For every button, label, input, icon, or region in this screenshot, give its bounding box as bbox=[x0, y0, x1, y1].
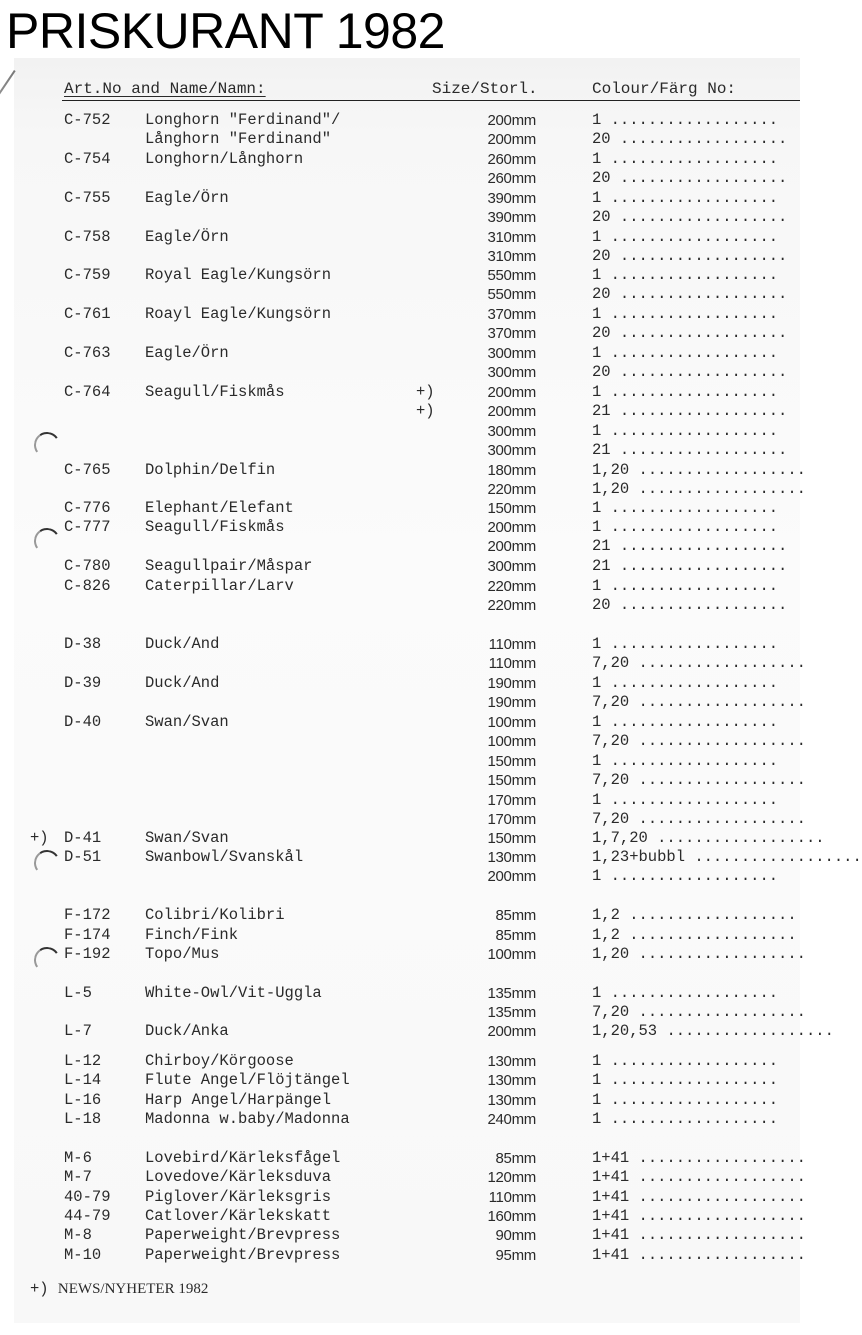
colour-entry bbox=[592, 945, 806, 964]
colour-number: 7,20 bbox=[592, 693, 630, 712]
article-number: D-40 bbox=[64, 713, 102, 731]
colour-entry bbox=[592, 422, 800, 441]
size-value: 130mm bbox=[487, 1053, 536, 1070]
price-leader-dots: .................. bbox=[610, 713, 779, 731]
colour-number: 1+41 bbox=[592, 1168, 630, 1186]
colour-entry bbox=[592, 829, 825, 848]
colour-entry bbox=[592, 363, 800, 382]
article-name: Piglover/Kärleksgris bbox=[145, 1188, 332, 1206]
colour-entry bbox=[592, 1022, 834, 1041]
colour-entry bbox=[592, 150, 800, 169]
column-header-size: Size/Storl. bbox=[432, 80, 538, 98]
price-leader-dots: .................. bbox=[638, 1168, 806, 1186]
size-value: 300mm bbox=[487, 558, 536, 575]
colour-entry bbox=[592, 1246, 806, 1265]
colour-entry bbox=[592, 635, 800, 654]
price-leader-dots: .................. bbox=[610, 790, 779, 809]
colour-number: 1 bbox=[592, 1071, 602, 1089]
colour-number: 1 bbox=[592, 383, 602, 401]
article-name: Catlover/Kärlekskatt bbox=[145, 1207, 332, 1225]
colour-number: 1 bbox=[592, 189, 602, 207]
size-value: 300mm bbox=[487, 364, 536, 382]
price-leader-dots: .................. bbox=[619, 285, 788, 304]
article-number: C-758 bbox=[64, 228, 111, 246]
size-value: 150mm bbox=[487, 752, 536, 770]
article-name: Eagle/Örn bbox=[145, 228, 229, 246]
price-leader-dots: .................. bbox=[619, 247, 788, 266]
article-name: Roayl Eagle/Kungsörn bbox=[145, 305, 332, 323]
colour-number: 1 bbox=[592, 713, 602, 731]
colour-number: 1,2 bbox=[592, 926, 620, 944]
price-leader-dots: .................. bbox=[619, 402, 788, 421]
article-number: M-8 bbox=[64, 1226, 92, 1244]
article-name: Finch/Fink bbox=[145, 926, 239, 944]
price-leader-dots: .................. bbox=[610, 266, 779, 284]
colour-number: 1+41 bbox=[592, 1207, 630, 1225]
size-value: 135mm bbox=[487, 1004, 536, 1022]
colour-number: 7,20 bbox=[592, 771, 630, 790]
article-number: 40-79 bbox=[64, 1188, 111, 1206]
colour-entry bbox=[592, 324, 800, 343]
article-number: C-761 bbox=[64, 305, 111, 323]
article-name: Topo/Mus bbox=[145, 945, 220, 963]
size-value: 200mm bbox=[487, 538, 536, 556]
colour-entry bbox=[592, 208, 800, 227]
colour-entry bbox=[592, 111, 800, 130]
colour-entry bbox=[592, 596, 800, 615]
size-value: 370mm bbox=[487, 306, 536, 323]
article-number: M-10 bbox=[64, 1246, 102, 1264]
size-value: 120mm bbox=[487, 1169, 536, 1186]
size-value: 90mm bbox=[495, 1227, 536, 1244]
colour-number: 1+41 bbox=[592, 1149, 630, 1167]
article-number: C-776 bbox=[64, 499, 111, 517]
price-leader-dots: .................. bbox=[610, 1110, 779, 1128]
price-leader-dots: .................. bbox=[610, 499, 779, 517]
colour-number: 20 bbox=[592, 596, 611, 615]
size-value: 135mm bbox=[487, 985, 536, 1002]
price-leader-dots: .................. bbox=[638, 1226, 806, 1244]
colour-entry bbox=[592, 247, 800, 266]
size-value: 130mm bbox=[487, 1092, 536, 1109]
colour-entry bbox=[592, 654, 806, 673]
colour-number: 7,20 bbox=[592, 732, 630, 751]
colour-number: 20 bbox=[592, 247, 611, 266]
price-leader-dots: .................. bbox=[610, 635, 779, 653]
colour-entry bbox=[592, 1003, 806, 1022]
size-value: 150mm bbox=[487, 772, 536, 790]
price-leader-dots: .................. bbox=[619, 596, 788, 615]
colour-entry bbox=[592, 1226, 806, 1245]
article-name: Swan/Svan bbox=[145, 829, 229, 847]
size-value: 150mm bbox=[487, 500, 536, 517]
article-number: F-174 bbox=[64, 926, 111, 944]
colour-entry bbox=[592, 1168, 806, 1187]
colour-entry bbox=[592, 1149, 806, 1168]
size-value: 260mm bbox=[487, 170, 536, 188]
article-number: F-192 bbox=[64, 945, 111, 963]
size-value: 95mm bbox=[495, 1247, 536, 1264]
colour-entry bbox=[592, 752, 800, 771]
size-value: 180mm bbox=[487, 462, 536, 479]
size-value: 100mm bbox=[487, 714, 536, 731]
article-name: Lovedove/Kärleksduva bbox=[145, 1168, 332, 1186]
price-leader-dots: .................. bbox=[638, 1246, 806, 1264]
size-value: 550mm bbox=[487, 267, 536, 284]
colour-number: 1 bbox=[592, 150, 602, 168]
size-value: 370mm bbox=[487, 325, 536, 343]
colour-entry bbox=[592, 499, 800, 518]
colour-entry bbox=[592, 867, 800, 886]
news-marker: +) bbox=[30, 1280, 49, 1298]
article-name: Duck/And bbox=[145, 635, 220, 653]
article-number: L-5 bbox=[64, 984, 92, 1002]
size-value: 130mm bbox=[487, 1072, 536, 1089]
price-leader-dots: .................. bbox=[610, 751, 779, 770]
colour-number: 1 bbox=[592, 1052, 602, 1070]
price-leader-dots: .................. bbox=[638, 480, 806, 499]
colour-number: 1 bbox=[592, 266, 602, 284]
size-value: 220mm bbox=[487, 597, 536, 615]
colour-number: 1 bbox=[592, 984, 602, 1002]
colour-number: 21 bbox=[592, 441, 611, 460]
colour-number: 7,20 bbox=[592, 810, 630, 828]
article-number: C-777 bbox=[64, 518, 111, 536]
colour-number: 1+41 bbox=[592, 1188, 630, 1206]
colour-number: 1 bbox=[592, 674, 602, 692]
size-value: 310mm bbox=[487, 229, 536, 246]
colour-number: 1 bbox=[592, 111, 602, 129]
article-name: Harp Angel/Harpängel bbox=[145, 1091, 332, 1109]
article-number: L-7 bbox=[64, 1022, 92, 1040]
colour-entry bbox=[592, 848, 862, 867]
colour-number: 1 bbox=[592, 305, 602, 323]
article-name: Swan/Svan bbox=[145, 713, 229, 731]
colour-number: 1 bbox=[592, 1091, 602, 1109]
colour-entry bbox=[592, 557, 800, 576]
size-value: 190mm bbox=[487, 694, 536, 712]
article-name: Colibri/Kolibri bbox=[145, 906, 285, 924]
price-leader-dots: .................. bbox=[638, 810, 806, 828]
article-name: Swanbowl/Svanskål bbox=[145, 848, 304, 866]
page-title: PRISKURANT 1982 bbox=[6, 3, 445, 59]
colour-entry bbox=[592, 1071, 800, 1090]
price-leader-dots: .................. bbox=[619, 169, 788, 188]
colour-entry bbox=[592, 402, 800, 421]
article-name: Duck/Anka bbox=[145, 1022, 229, 1040]
article-name: Madonna w.baby/Madonna bbox=[145, 1110, 350, 1128]
colour-entry bbox=[592, 1052, 800, 1071]
colour-number: 1,2 bbox=[592, 906, 620, 924]
size-value: 85mm bbox=[495, 907, 536, 924]
colour-entry bbox=[592, 537, 800, 556]
colour-number: 20 bbox=[592, 285, 611, 304]
article-name: Duck/And bbox=[145, 674, 220, 692]
article-number: M-7 bbox=[64, 1168, 92, 1186]
size-value: 390mm bbox=[487, 190, 536, 207]
colour-number: 1 bbox=[592, 518, 602, 536]
size-value: 100mm bbox=[487, 733, 536, 751]
article-name: Chirboy/Körgoose bbox=[145, 1052, 294, 1070]
article-name: Seagull/Fiskmås bbox=[145, 383, 285, 401]
article-name: Paperweight/Brevpress bbox=[145, 1226, 341, 1244]
size-value: 220mm bbox=[487, 481, 536, 499]
size-value: 110mm bbox=[488, 1189, 536, 1206]
colour-entry bbox=[592, 305, 800, 324]
article-name: Dolphin/Delfin bbox=[145, 461, 276, 479]
colour-number: 21 bbox=[592, 557, 611, 575]
price-leader-dots: .................. bbox=[619, 441, 788, 460]
colour-entry bbox=[592, 344, 800, 363]
colour-entry bbox=[592, 674, 800, 693]
colour-entry bbox=[592, 732, 806, 751]
colour-entry bbox=[592, 228, 800, 247]
colour-number: 1 bbox=[592, 751, 602, 770]
price-leader-dots: .................. bbox=[638, 461, 806, 479]
colour-number: 20 bbox=[592, 363, 611, 382]
article-name: Eagle/Örn bbox=[145, 344, 229, 362]
colour-number: 1 bbox=[592, 867, 602, 886]
colour-entry bbox=[592, 791, 800, 810]
size-value: 160mm bbox=[487, 1208, 536, 1225]
article-number: C-763 bbox=[64, 344, 111, 362]
colour-number: 7,20 bbox=[592, 1003, 630, 1022]
price-leader-dots: .................. bbox=[619, 363, 788, 382]
article-number: L-18 bbox=[64, 1110, 102, 1128]
article-name: Flute Angel/Flöjtängel bbox=[145, 1071, 350, 1089]
size-value: 100mm bbox=[487, 946, 536, 963]
footer-note bbox=[30, 1280, 208, 1298]
colour-number: 1,20 bbox=[592, 480, 630, 499]
colour-number: 1 bbox=[592, 344, 602, 362]
colour-number: 20 bbox=[592, 208, 611, 227]
colour-number: 1 bbox=[592, 228, 602, 246]
colour-number: 1,23+bubbl bbox=[592, 848, 686, 866]
colour-entry bbox=[592, 1091, 800, 1110]
size-value: 550mm bbox=[487, 286, 536, 304]
article-number: C-826 bbox=[64, 577, 111, 595]
colour-entry bbox=[592, 906, 800, 925]
size-value: 170mm bbox=[487, 791, 536, 809]
price-leader-dots: .................. bbox=[610, 383, 779, 401]
article-name: Seagull/Fiskmås bbox=[145, 518, 285, 536]
price-leader-dots: .................. bbox=[610, 984, 779, 1002]
price-leader-dots: .................. bbox=[638, 1003, 806, 1022]
colour-number: 1+41 bbox=[592, 1246, 630, 1264]
price-leader-dots: .................. bbox=[638, 1207, 806, 1225]
size-value: 110mm bbox=[488, 655, 536, 673]
article-number: L-16 bbox=[64, 1091, 102, 1109]
colour-entry bbox=[592, 1110, 800, 1129]
article-number: C-780 bbox=[64, 557, 111, 575]
article-number: C-764 bbox=[64, 383, 111, 401]
price-leader-dots: .................. bbox=[638, 771, 806, 790]
article-number: C-755 bbox=[64, 189, 111, 207]
colour-entry bbox=[592, 1188, 806, 1207]
article-name: Långhorn "Ferdinand" bbox=[145, 130, 332, 148]
size-value: 300mm bbox=[487, 422, 536, 440]
colour-number: 1 bbox=[592, 421, 602, 440]
article-name: Seagullpair/Måspar bbox=[145, 557, 313, 575]
price-leader-dots: .................. bbox=[619, 324, 788, 343]
article-number: L-14 bbox=[64, 1071, 102, 1089]
price-leader-dots: .................. bbox=[610, 111, 779, 129]
price-leader-dots: .................. bbox=[610, 421, 779, 440]
size-value: 150mm bbox=[487, 830, 536, 847]
price-leader-dots: .................. bbox=[610, 189, 779, 207]
colour-entry bbox=[592, 189, 800, 208]
colour-entry bbox=[592, 1207, 806, 1226]
article-name: Elephant/Elefant bbox=[145, 499, 294, 517]
article-number: D-51 bbox=[64, 848, 102, 866]
size-value: 310mm bbox=[487, 248, 536, 266]
size-value: 300mm bbox=[487, 442, 536, 460]
news-marker: +) bbox=[30, 829, 49, 847]
price-leader-dots: .................. bbox=[666, 1022, 834, 1040]
colour-entry bbox=[592, 441, 800, 460]
article-number: C-759 bbox=[64, 266, 111, 284]
price-leader-dots: .................. bbox=[610, 518, 779, 536]
article-name: Longhorn/Långhorn bbox=[145, 150, 304, 168]
size-value: 190mm bbox=[487, 675, 536, 692]
price-leader-dots: .................. bbox=[619, 557, 788, 575]
colour-number: 1+41 bbox=[592, 1226, 630, 1244]
price-leader-dots: .................. bbox=[610, 1052, 779, 1070]
price-leader-dots: .................. bbox=[638, 693, 806, 712]
colour-entry bbox=[592, 577, 800, 596]
article-name: Longhorn "Ferdinand"/ bbox=[145, 111, 341, 129]
price-leader-dots: .................. bbox=[694, 848, 862, 866]
colour-number: 7,20 bbox=[592, 654, 630, 673]
size-value: 200mm bbox=[487, 131, 536, 148]
article-name: Eagle/Örn bbox=[145, 189, 229, 207]
colour-entry bbox=[592, 926, 800, 945]
article-number: C-754 bbox=[64, 150, 111, 168]
size-value: 170mm bbox=[487, 811, 536, 828]
article-number: 44-79 bbox=[64, 1207, 111, 1225]
colour-number: 1 bbox=[592, 577, 602, 595]
price-leader-dots: .................. bbox=[638, 732, 806, 751]
colour-entry bbox=[592, 810, 806, 829]
colour-entry bbox=[592, 693, 806, 712]
price-leader-dots: .................. bbox=[629, 906, 797, 924]
article-number: L-12 bbox=[64, 1052, 102, 1070]
colour-entry bbox=[592, 383, 800, 402]
article-name: Royal Eagle/Kungsörn bbox=[145, 266, 332, 284]
price-leader-dots: .................. bbox=[638, 1149, 806, 1167]
price-leader-dots: .................. bbox=[610, 150, 779, 168]
size-value: 85mm bbox=[495, 927, 536, 944]
price-leader-dots: .................. bbox=[610, 344, 779, 362]
colour-entry bbox=[592, 130, 800, 149]
article-number: D-38 bbox=[64, 635, 102, 653]
colour-entry bbox=[592, 713, 800, 732]
size-value: 260mm bbox=[487, 151, 536, 168]
price-leader-dots: .................. bbox=[638, 654, 806, 673]
size-value: 200mm bbox=[487, 1023, 536, 1040]
header-rule bbox=[62, 100, 800, 101]
size-value: 200mm bbox=[487, 112, 536, 129]
colour-number: 1,20,53 bbox=[592, 1022, 658, 1040]
column-header-article: Art.No and Name/Namn: bbox=[64, 80, 266, 98]
colour-number: 20 bbox=[592, 130, 611, 148]
news-marker: +) bbox=[416, 402, 435, 421]
article-name: Paperweight/Brevpress bbox=[145, 1246, 341, 1264]
colour-number: 21 bbox=[592, 402, 611, 421]
size-value: 220mm bbox=[487, 578, 536, 595]
article-number: D-39 bbox=[64, 674, 102, 692]
price-leader-dots: .................. bbox=[638, 945, 806, 963]
size-value: 110mm bbox=[488, 636, 536, 653]
column-header-colour: Colour/Färg No: bbox=[592, 80, 737, 98]
price-leader-dots: .................. bbox=[610, 1091, 779, 1109]
price-leader-dots: .................. bbox=[619, 208, 788, 227]
news-marker: +) bbox=[416, 383, 435, 401]
colour-number: 20 bbox=[592, 324, 611, 343]
price-leader-dots: .................. bbox=[619, 537, 788, 556]
size-value: 240mm bbox=[487, 1111, 536, 1128]
article-number: F-172 bbox=[64, 906, 111, 924]
colour-entry bbox=[592, 266, 800, 285]
colour-number: 1 bbox=[592, 1110, 602, 1128]
colour-number: 1,20 bbox=[592, 945, 630, 963]
colour-number: 1 bbox=[592, 499, 602, 517]
news-legend: NEWS/NYHETER 1982 bbox=[57, 1281, 209, 1297]
colour-number: 1,20 bbox=[592, 461, 630, 479]
size-value: 130mm bbox=[487, 849, 536, 866]
size-value: 85mm bbox=[495, 1150, 536, 1167]
colour-entry bbox=[592, 480, 806, 499]
size-value: 200mm bbox=[487, 519, 536, 536]
size-value: 200mm bbox=[487, 384, 536, 401]
colour-number: 1 bbox=[592, 635, 602, 653]
price-leader-dots: .................. bbox=[657, 829, 825, 847]
colour-number: 1,7,20 bbox=[592, 829, 648, 847]
colour-entry bbox=[592, 984, 800, 1003]
size-value: 390mm bbox=[487, 209, 536, 227]
colour-entry bbox=[592, 461, 806, 480]
size-value: 300mm bbox=[487, 345, 536, 362]
colour-entry bbox=[592, 518, 800, 537]
price-leader-dots: .................. bbox=[619, 130, 788, 148]
colour-number: 21 bbox=[592, 537, 611, 556]
article-number: D-41 bbox=[64, 829, 102, 847]
article-number: C-752 bbox=[64, 111, 111, 129]
article-name: Lovebird/Kärleksfågel bbox=[145, 1149, 341, 1167]
article-name: Caterpillar/Larv bbox=[145, 577, 294, 595]
colour-entry bbox=[592, 771, 806, 790]
price-leader-dots: .................. bbox=[610, 577, 779, 595]
colour-number: 1 bbox=[592, 790, 602, 809]
price-leader-dots: .................. bbox=[638, 1188, 806, 1206]
price-leader-dots: .................. bbox=[610, 228, 779, 246]
colour-entry bbox=[592, 169, 800, 188]
price-leader-dots: .................. bbox=[610, 867, 779, 886]
size-value: 200mm bbox=[487, 868, 536, 886]
colour-entry bbox=[592, 285, 800, 304]
size-value: 200mm bbox=[487, 403, 536, 421]
price-leader-dots: .................. bbox=[629, 926, 797, 944]
price-leader-dots: .................. bbox=[610, 674, 779, 692]
price-leader-dots: .................. bbox=[610, 1071, 779, 1089]
article-number: M-6 bbox=[64, 1149, 92, 1167]
article-name: White-Owl/Vit-Uggla bbox=[145, 984, 322, 1002]
colour-number: 20 bbox=[592, 169, 611, 188]
price-leader-dots: .................. bbox=[610, 305, 779, 323]
article-number: C-765 bbox=[64, 461, 111, 479]
